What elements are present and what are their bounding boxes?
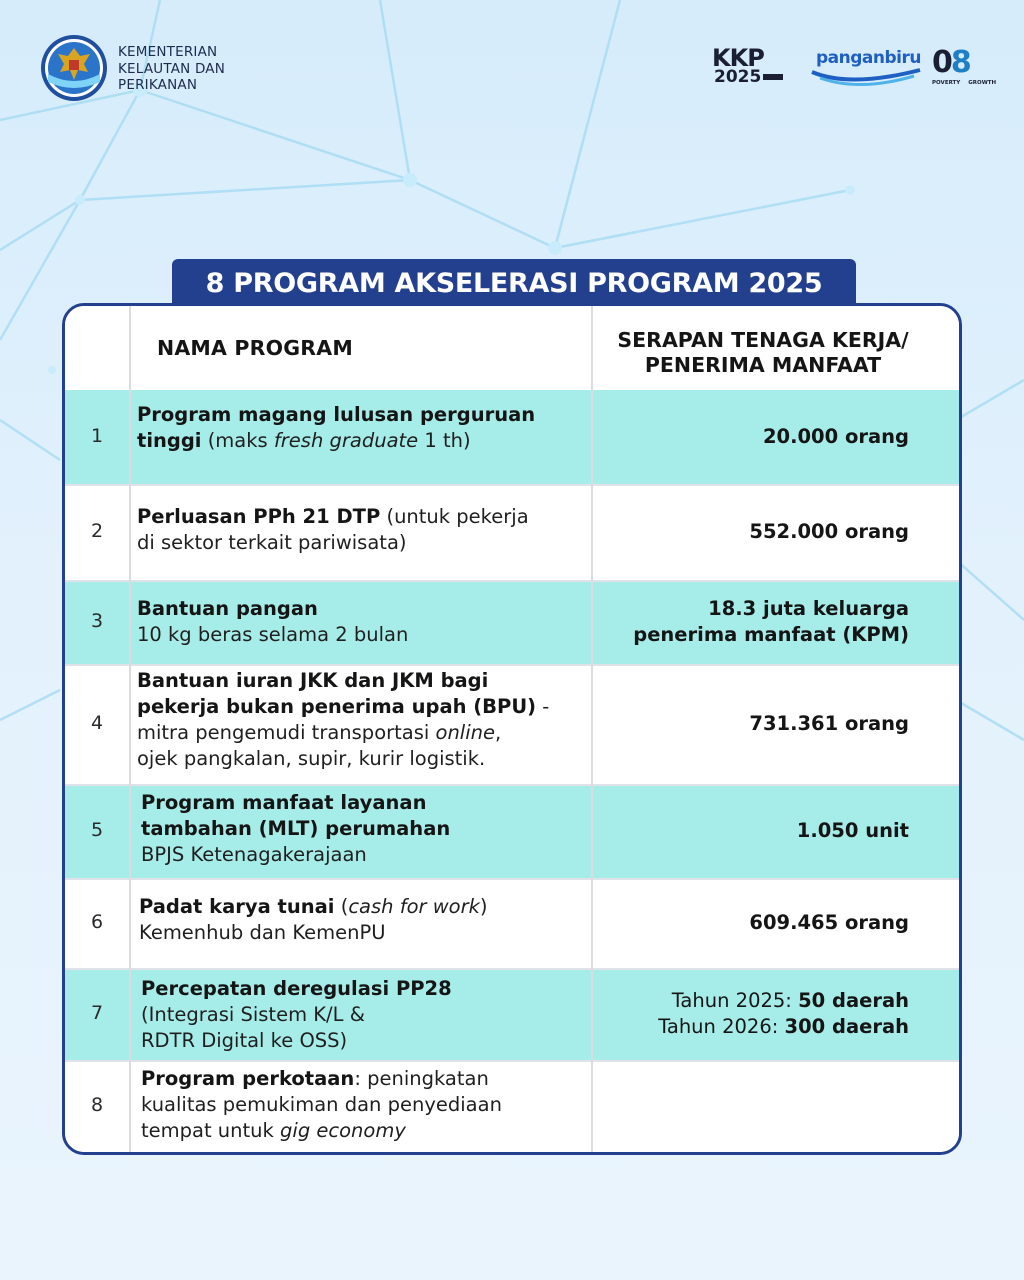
row-number: 8 [90, 1094, 104, 1116]
program-value: 20.000 orang [762, 425, 909, 448]
row-divider [65, 878, 959, 880]
table-row [65, 968, 959, 1060]
growth-sub-growth: GROWTH [968, 80, 997, 86]
row-divider [65, 484, 959, 486]
program-value: 731.361 orang [749, 712, 909, 735]
row-divider [65, 580, 959, 582]
row-divider [65, 968, 959, 970]
wave-icon [810, 66, 922, 88]
program-table [62, 303, 962, 1155]
column-divider-1 [129, 306, 131, 1152]
column-header-value [595, 328, 931, 378]
ministry-name-line-1: KEMENTERIAN [118, 44, 218, 60]
table-row [65, 784, 959, 878]
program-name: Program manfaat layanan tambahan (MLT) perumahan BPJS Ketenagakerajaan [141, 791, 451, 866]
table-row [65, 1060, 959, 1152]
table-header-row [65, 306, 959, 390]
row-number: 2 [90, 520, 104, 542]
growth-number-a: 0 [932, 45, 951, 80]
ministry-name [118, 44, 288, 94]
program-value: 1.050 unit [796, 819, 909, 842]
kkp-logo-text: KKP [712, 44, 764, 72]
row-number: 5 [90, 819, 104, 841]
page-header [0, 0, 1024, 130]
table-row [65, 390, 959, 484]
table-row [65, 664, 959, 784]
program-value: 552.000 orang [749, 520, 909, 543]
growth-8-logo [930, 45, 997, 90]
table-row [65, 484, 959, 580]
program-name: Bantuan pangan 10 kg beras selama 2 bulan [137, 597, 409, 646]
table-row [65, 878, 959, 968]
row-divider [65, 1060, 959, 1062]
program-value: 18.3 juta keluarga penerima manfaat (KPM) [633, 597, 909, 646]
row-number: 4 [90, 712, 104, 734]
row-number: 7 [90, 1002, 104, 1024]
growth-8-number [932, 46, 970, 80]
table-row [65, 580, 959, 664]
column-divider-2 [591, 306, 593, 1152]
program-name: Program magang lulusan perguruan tinggi (maks fresh graduate 1 th) [137, 403, 536, 452]
row-divider [65, 664, 959, 666]
growth-8-subtitle [932, 80, 997, 86]
kkp-logo-year-text: 2025 [714, 67, 762, 87]
row-number: 3 [90, 610, 104, 632]
page-title: 8 PROGRAM AKSELERASI PROGRAM 2025 [172, 259, 856, 307]
program-value: 609.465 orang [749, 911, 909, 934]
ministry-name-line-2: KELAUTAN DAN [118, 60, 226, 77]
column-header-value-line-1: SERAPAN TENAGA KERJA/ [617, 328, 909, 352]
column-header-name: NAMA PROGRAM [157, 336, 353, 360]
program-name: Percepatan deregulasi PP28 (Integrasi Sistem K/L & RDTR Digital ke OSS) [141, 977, 452, 1052]
program-name: Bantuan iuran JKK dan JKM bagi pekerja bukan penerima upah (BPU) - mitra pengemudi transportasi online, ojek pangkalan, supir, kurir logistik. [137, 669, 550, 770]
kkp-logo-year [714, 68, 783, 86]
row-number: 6 [90, 911, 104, 933]
panganbiru-logo [810, 46, 922, 90]
growth-sub-poverty: POVERTY [932, 80, 961, 86]
column-header-value-line-2: PENERIMA MANFAAT [644, 353, 882, 377]
row-number: 1 [90, 425, 104, 447]
ministry-name-line-3: PERIKANAN [118, 77, 198, 93]
ministry-emblem-icon [40, 34, 108, 102]
panganbiru-logo-text: panganbiru [816, 48, 921, 68]
program-value: Tahun 2025: 50 daerah Tahun 2026: 300 daerah [658, 989, 909, 1038]
kkp-2025-logo [712, 46, 794, 90]
program-name: Perluasan PPh 21 DTP (untuk pekerja di sektor terkait pariwisata) [137, 505, 529, 554]
row-divider [65, 784, 959, 786]
program-name: Program perkotaan: peningkatan kualitas pemukiman dan penyediaan tempat untuk gig economy [141, 1067, 502, 1142]
program-name: Padat karya tunai (cash for work) Kemenhub dan KemenPU [139, 895, 488, 944]
growth-number-b: 8 [950, 45, 970, 80]
